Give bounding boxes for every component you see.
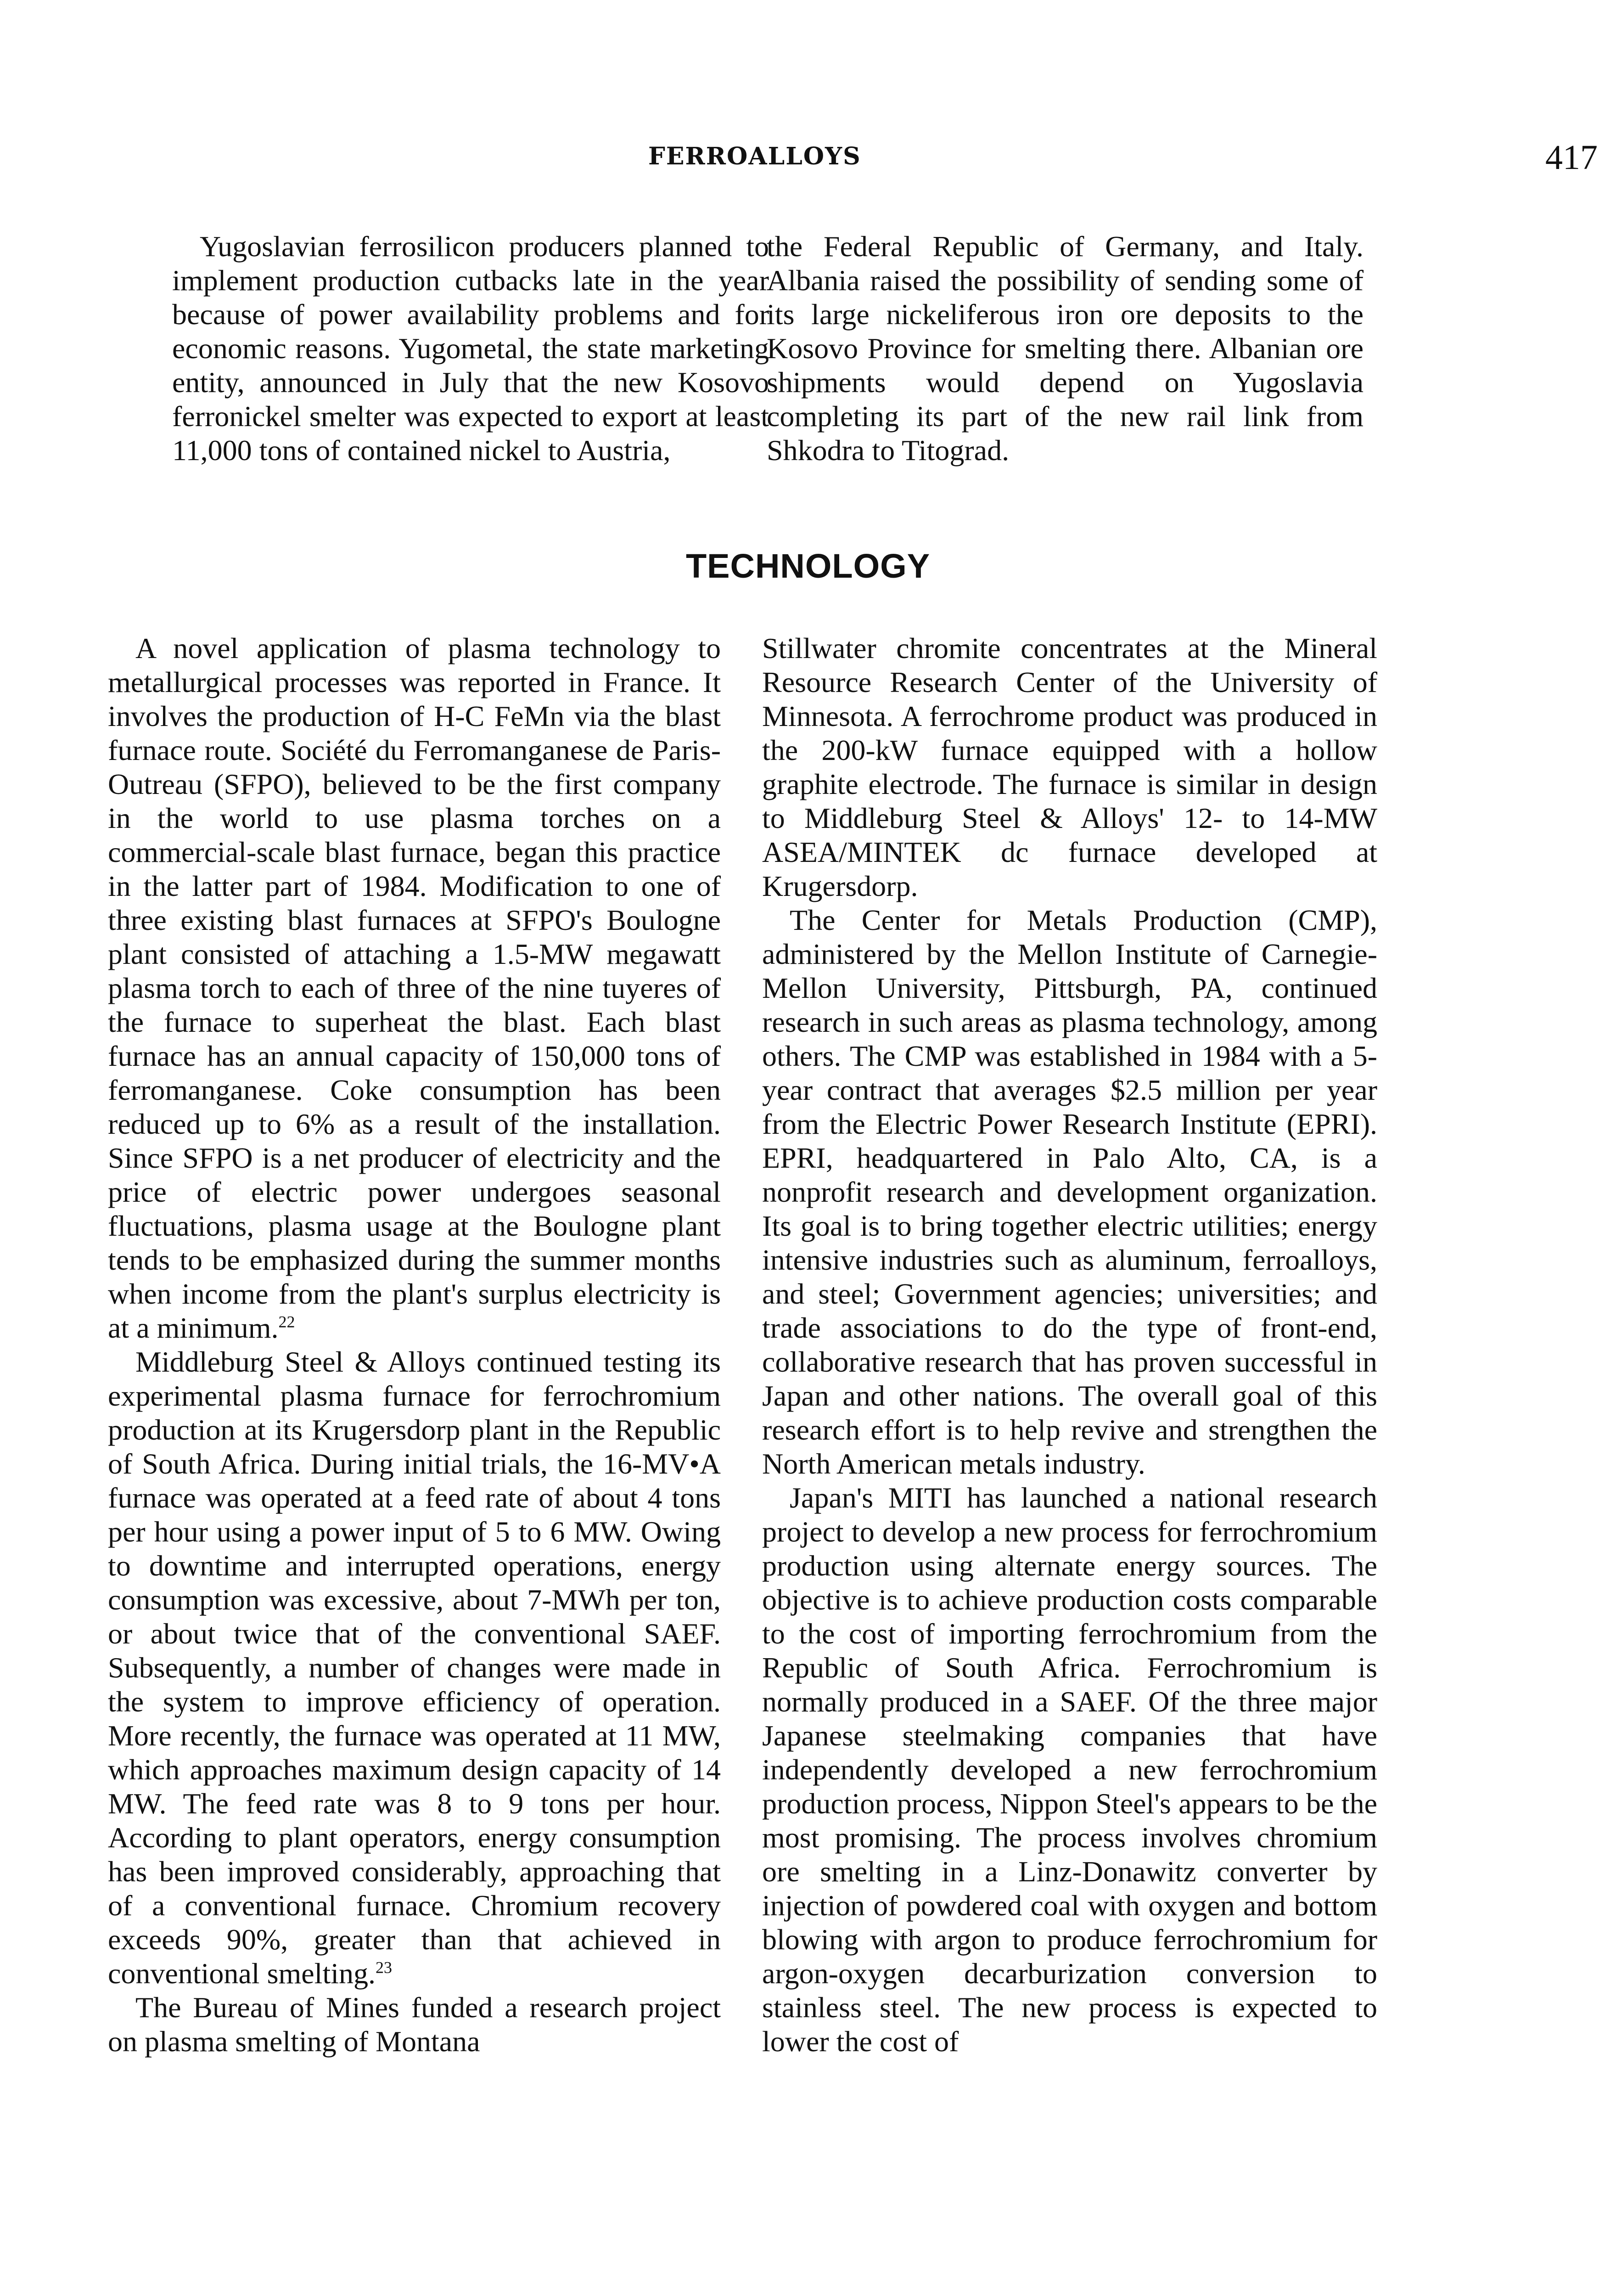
running-title: FERROALLOYS — [648, 142, 861, 170]
intro-left-column — [172, 230, 769, 467]
page-header — [106, 138, 1598, 184]
intro-paragraph-left: Yugoslavian ferrosilicon producers planned to implement production cutbacks late in the year because of power availability problems and for economic reasons. Yugometal, the state marketing entity, announced in July that the new Kosovo ferronickel smelter was expected to export at least 11,000 tons of contained nickel to Austria, — [172, 230, 769, 467]
paragraph-plasma-france-text: A novel application of plasma technology to metallurgical processes was reported in France. It involves the production of H-C FeMn via the blast furnace route. Société du Ferromanganese de Paris-Outreau (SFPO), believed to be the first company in the world to use plasma torches on a commercial-scale blast furnace, began this practice in the latter part of 1984. Modification to one of three existing blast furnaces at SFPO's Boulogne plant consisted of attaching a 1.5-MW megawatt plasma torch to each of three of the nine tuyeres of the furnace to superheat the blast. Each blast furnace has an annual capacity of 150,000 tons of ferromanganese. Coke consumption has been reduced up to 6% as a result of the installation. Since SFPO is a net producer of electricity and the price of electric power undergoes seasonal fluctuations, plasma usage at the Boulogne plant tends to be emphasized during the summer months when income from the plant's surplus electricity is at a minimum. — [108, 632, 721, 1344]
paragraph-stillwater: Stillwater chromite concentrates at the Mineral Resource Research Center of the University of Minnesota. A ferrochrome product was produced in the 200-kW furnace equipped with a hollow graphite electrode. The furnace is similar in design to Middleburg Steel & Alloys' 12- to 14-MW ASEA/MINTEK dc furnace developed at Krugersdorp. — [762, 632, 1377, 902]
technology-left-column — [108, 631, 721, 2059]
page-number: 417 — [1545, 138, 1598, 177]
paragraph-middleburg-text: Middleburg Steel & Alloys continued testing its experimental plasma furnace for ferrochromium production at its Krugersdorp plant in the Republic of South Africa. During initial trials, the 16-MV•A furnace was operated at a feed rate of about 4 tons per hour using a power input of 5 to 6 MW. Owing to downtime and interrupted operations, energy consumption was excessive, about 7-MWh per ton, or about twice that of the conventional SAEF. Subsequently, a number of changes were made in the system to improve efficiency of operation. More recently, the furnace was operated at 11 MW, which approaches maximum design capacity of 14 MW. The feed rate was 8 to 9 tons per hour. According to plant operators, energy consumption has been improved considerably, approaching that of a conventional furnace. Chromium recovery exceeds 90%, greater than that achieved in conventional smelting. — [108, 1345, 721, 1990]
intro-paragraph-right: the Federal Republic of Germany, and Italy. Albania raised the possibility of sending some of its large nickeliferous iron ore deposits to the Kosovo Province for smelting there. Albanian ore shipments would depend on Yugoslavia completing its part of the new rail link from Shkodra to Titograd. — [767, 230, 1364, 467]
intro-right-column — [767, 230, 1364, 467]
technology-right-column — [762, 631, 1377, 2059]
paragraph-miti: Japan's MITI has launched a national research project to develop a new process for ferrochromium production using alternate energy sources. The objective is to achieve production costs comparable to the cost of importing ferrochromium from the Republic of South Africa. Ferrochromium is normally produced in a SAEF. Of the three major Japanese steelmaking companies that have independently developed a new ferrochromium production process, Nippon Steel's appears to be the most promising. The process involves chromium ore smelting in a Linz-Donawitz converter by injection of powdered coal with oxygen and bottom blowing with argon to produce ferrochromium for argon-oxygen decarburization conversion to stainless steel. The new process is expected to lower the cost of — [762, 1481, 1377, 2058]
section-heading-technology: TECHNOLOGY — [685, 547, 931, 585]
footnote-ref-23: 23 — [376, 1958, 392, 1977]
paragraph-plasma-france — [108, 631, 721, 1345]
footnote-ref-22: 22 — [278, 1312, 295, 1331]
paragraph-bureau-of-mines: The Bureau of Mines funded a research project on plasma smelting of Montana — [108, 1991, 721, 2058]
paragraph-cmp: The Center for Metals Production (CMP), administered by the Mellon Institute of Carnegie-Mellon University, Pittsburgh, PA, continued research in such areas as plasma technology, among others. The CMP was established in 1984 with a 5-year contract that averages $2.5 million per year from the Electric Power Research Institute (EPRI). EPRI, headquartered in Palo Alto, CA, is a nonprofit research and development organization. Its goal is to bring together electric utilities; energy intensive industries such as aluminum, ferroalloys, and steel; Government agencies; universities; and trade associations to do the type of front-end, collaborative research that has proven successful in Japan and other nations. The overall goal of this research effort is to help revive and strengthen the North American metals industry. — [762, 904, 1377, 1480]
paragraph-middleburg — [108, 1345, 721, 1991]
